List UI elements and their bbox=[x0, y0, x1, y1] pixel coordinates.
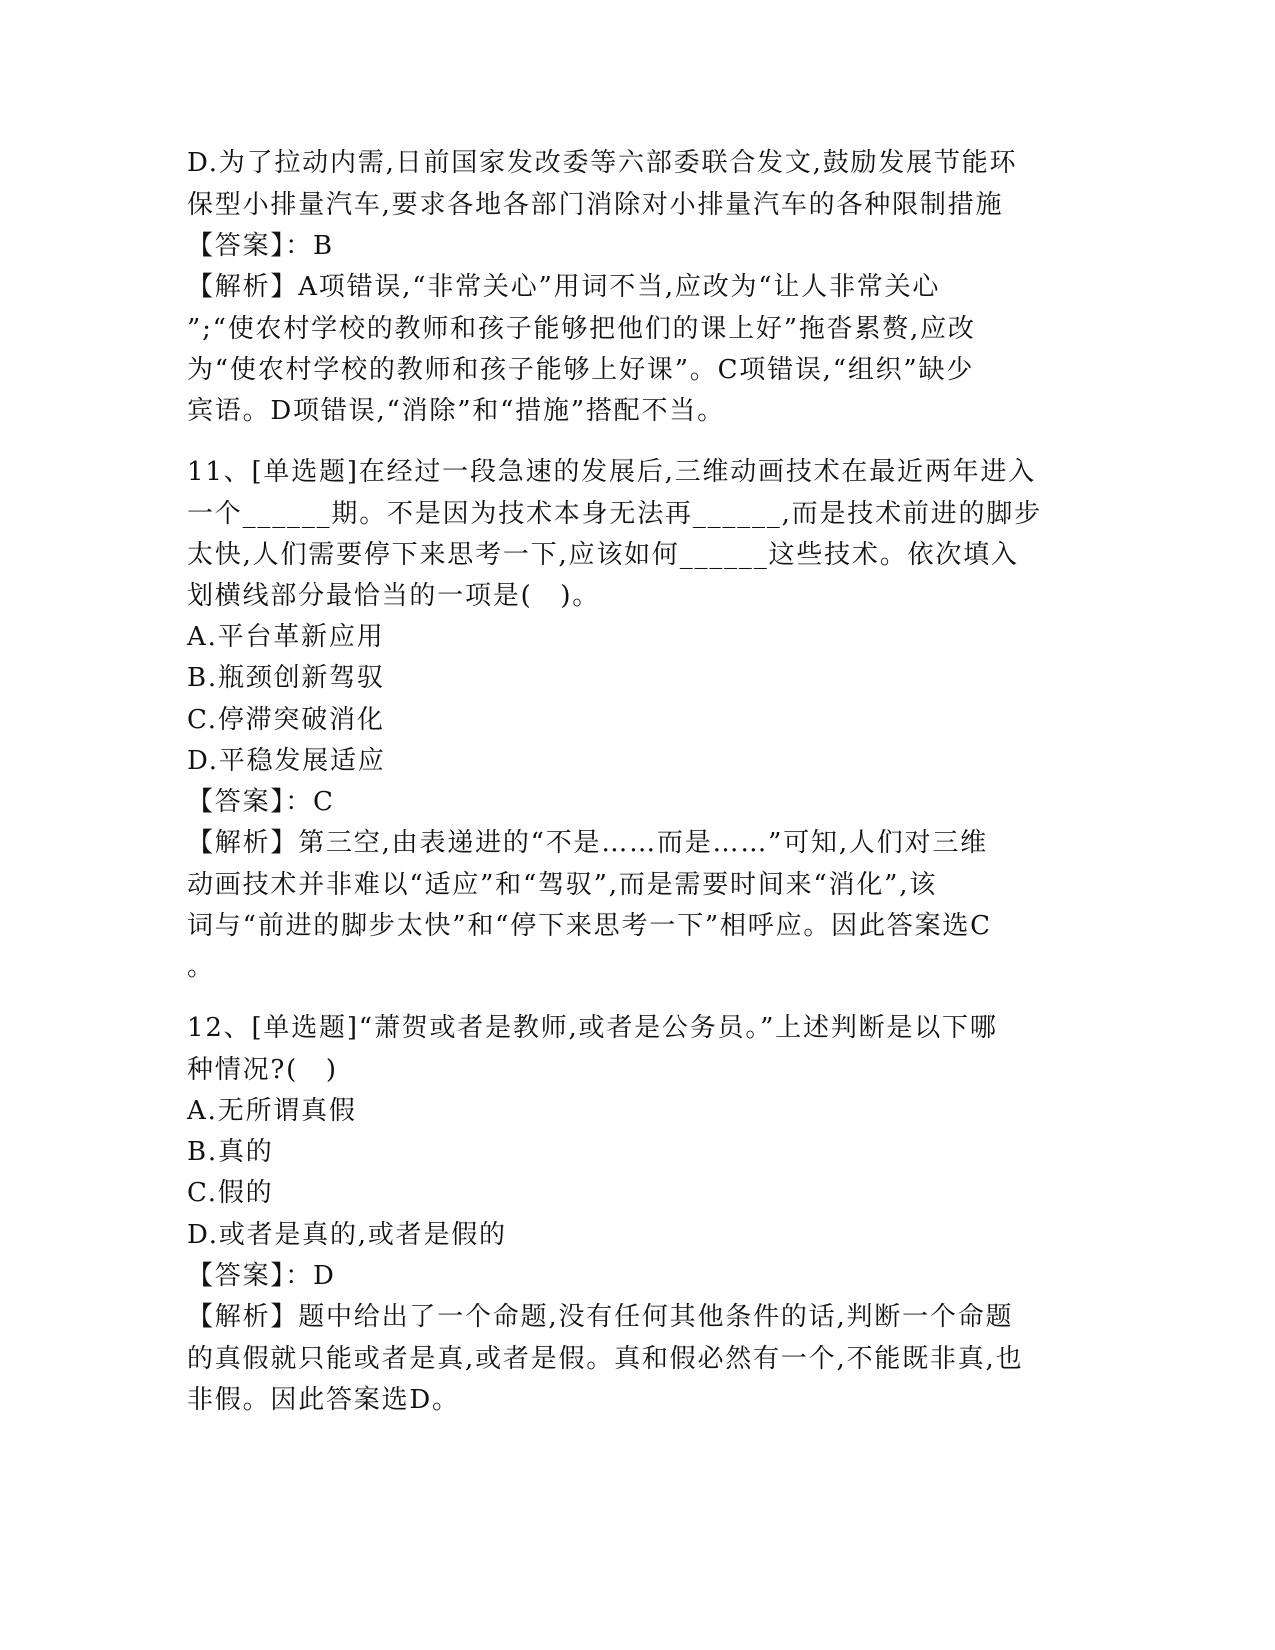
question-stem-line-1: 11、[单选题]在经过一段急速的发展后,三维动画技术在最近两年进入 bbox=[187, 457, 1037, 487]
question-stem-line-3: 太快,人们需要停下来思考一下,应该如何______这些技术。依次填入 bbox=[187, 540, 1019, 570]
analysis-line-1: 【解析】题中给出了一个命题,没有任何其他条件的话,判断一个命题 bbox=[187, 1302, 1014, 1332]
analysis-line-3: 词与“前进的脚步太快”和“停下来思考一下”相呼应。因此答案选C bbox=[187, 911, 992, 941]
analysis-line-2: ”;“使农村学校的教师和孩子能够把他们的课上好”拖沓累赘,应改 bbox=[187, 314, 976, 344]
option-d-line-1: D.为了拉动内需,日前国家发改委等六部委联合发文,鼓励发展节能环 bbox=[187, 148, 1018, 178]
analysis-line-2: 的真假就只能或者是真,或者是假。真和假必然有一个,不能既非真,也 bbox=[187, 1344, 1024, 1374]
analysis-line-4: 。 bbox=[187, 952, 215, 982]
option-b: B.瓶颈创新驾驭 bbox=[187, 663, 385, 693]
option-d-line-2: 保型小排量汽车,要求各地各部门消除对小排量汽车的各种限制措施 bbox=[187, 190, 1004, 220]
answer-line: 【答案】：D bbox=[187, 1261, 336, 1291]
answer-line: 【答案】：B bbox=[187, 231, 334, 261]
option-b: B.真的 bbox=[187, 1137, 274, 1167]
question-stem-line-1: 12、[单选题]“萧贺或者是教师,或者是公务员。”上述判断是以下哪 bbox=[187, 1013, 998, 1043]
option-c: C.停滞突破消化 bbox=[187, 705, 385, 735]
analysis-line-3: 非假。因此答案选D。 bbox=[187, 1385, 460, 1415]
question-stem-line-2: 种情况?( ) bbox=[187, 1055, 338, 1085]
analysis-line-3: 为“使农村学校的教师和孩子能够上好课”。C项错误,“组织”缺少 bbox=[187, 355, 975, 385]
question-stem-line-4: 划横线部分最恰当的一项是( )。 bbox=[187, 581, 601, 611]
document-page bbox=[187, 0, 1067, 1650]
option-a: A.无所谓真假 bbox=[187, 1096, 357, 1126]
option-c: C.假的 bbox=[187, 1178, 274, 1208]
option-a: A.平台革新应用 bbox=[187, 622, 385, 652]
analysis-line-2: 动画技术并非难以“适应”和“驾驭”,而是需要时间来“消化”,该 bbox=[187, 870, 938, 900]
analysis-line-1: 【解析】第三空,由表递进的“不是……而是……”可知,人们对三维 bbox=[187, 828, 988, 858]
answer-line: 【答案】：C bbox=[187, 787, 335, 817]
question-stem-line-2: 一个______期。不是因为技术本身无法再______,而是技术前进的脚步 bbox=[187, 499, 1042, 529]
analysis-line-1: 【解析】A项错误,“非常关心”用词不当,应改为“让人非常关心 bbox=[187, 272, 941, 302]
option-d: D.平稳发展适应 bbox=[187, 746, 386, 776]
analysis-line-4: 宾语。D项错误,“消除”和“措施”搭配不当。 bbox=[187, 396, 725, 426]
option-d: D.或者是真的,或者是假的 bbox=[187, 1220, 507, 1250]
